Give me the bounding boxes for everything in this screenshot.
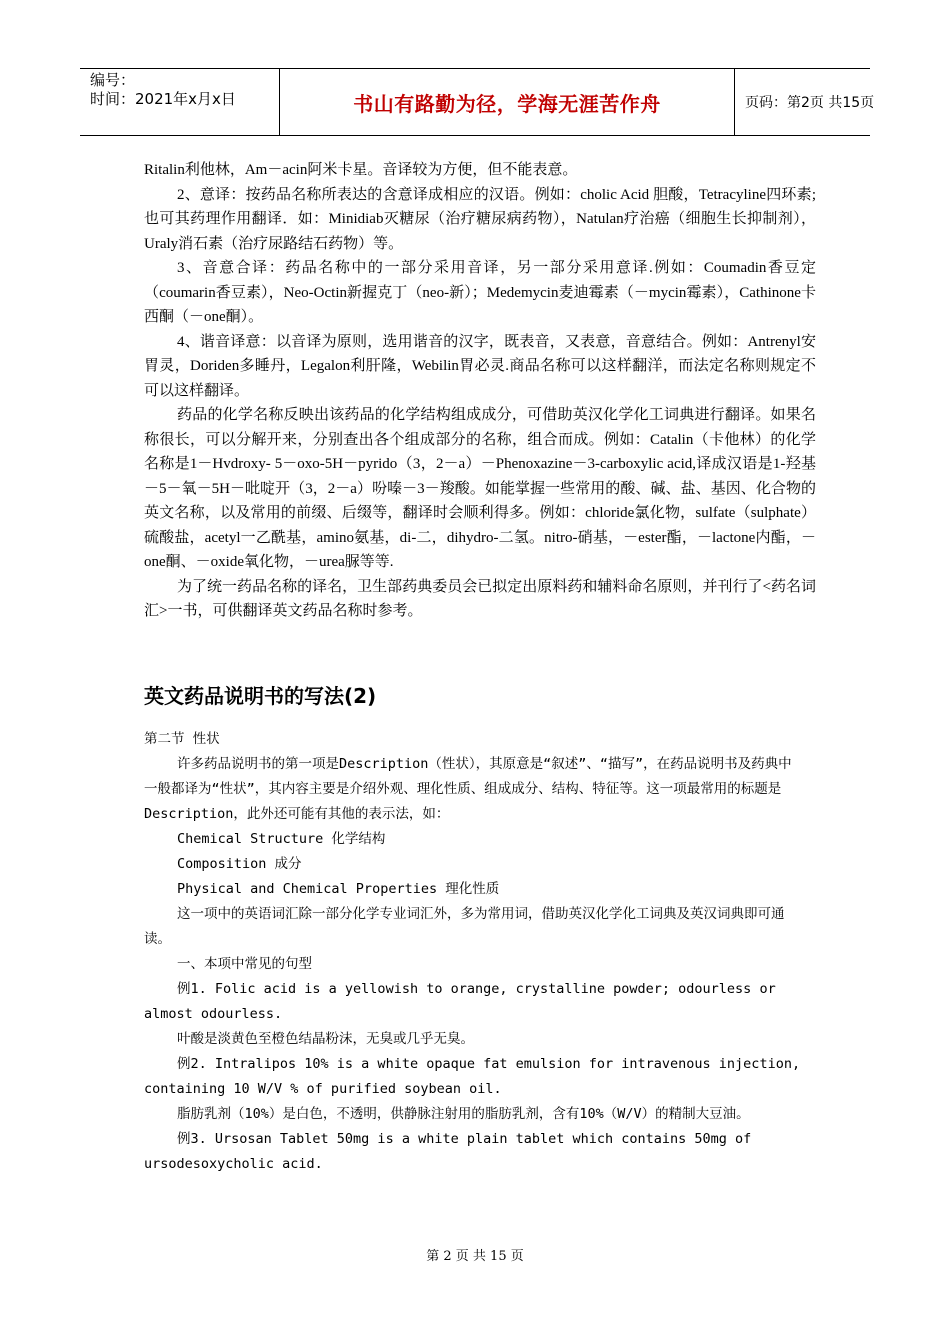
paragraph: 3、音意合译：药品名称中的一部分采用音译，另一部分采用意译.例如：Coumadin香豆定（coumarin香豆素），Neo-Octin新握克丁（neo-新）；Medemycin麦迪霉素（－mycin霉素），Cathinone卡西酮（－one酮）。	[144, 260, 816, 325]
header-motto: 书山有路勤为径，学海无涯苦作舟	[280, 69, 735, 135]
document-number-label: 编号：	[90, 71, 136, 89]
paragraph: 2、意译：按药品名称所表达的含意译成相应的汉语。例如：cholic Acid 胆酸，Tetracyline四环素;也可其药理作用翻译．如：Minidiab灭糖尿（治疗糖尿病药物），Natulan疗治癌（细胞生长抑制剂），Uraly消石素（治疗尿路结石药物）等。	[144, 186, 816, 252]
example-translation: 脂肪乳剂（10%）是白色，不透明，供静脉注射用的脂肪乳剂，含有10%（W/V）的精制大豆油。	[177, 1106, 750, 1122]
section-description	[144, 727, 804, 1177]
header-page-info: 页码：第2页 共15页	[745, 95, 875, 111]
subsection-title: 第二节 性状	[144, 731, 220, 747]
paragraph: 药品的化学名称反映出该药品的化学结构组成成分，可借助英汉化学化工词典进行翻译。如果名称很长，可以分解开来，分别查出各个组成部分的名称，组合而成。例如：Catalin（卡他林）的化学名称是1－Hvdroxy- 5－oxo-5H－pyrido（3，2－a）－Phenoxazine－3-carboxylic acid,译成汉语是1-羟基－5－氧－5H－吡啶开（3，2－a）吩嗪－3－羧酸。如能掌握一些常用的酸、碱、盐、基因、化合物的英文名称，以及常用的前缀、后缀等，翻译时会顺利得多。例如：chloride氯化物，sulfate（sulphate）硫酸盐，acetyl一乙酰基，amino氨基，di-二，dihydro-二氢。nitro-硝基，－ester酯，－lactone内酯，－one酮、－oxide氧化物，－urea脲等等.	[144, 407, 816, 570]
example-sentence: 例1. Folic acid is a yellowish to orange, crystalline powder; odourless or almost odourless.	[144, 981, 776, 1022]
example-sentence: 例2. Intralipos 10% is a white opaque fat emulsion for intravenous injection, containing 10 W/V % of purified soybean oil.	[144, 1056, 801, 1097]
list-item: Chemical Structure 化学结构	[177, 831, 386, 847]
paragraph: 这一项中的英语词汇除一部分化学专业词汇外，多为常用词，借助英汉化学化工词典及英汉词典即可通读。	[144, 906, 785, 947]
paragraph: 许多药品说明书的第一项是Description（性状），其原意是“叙述”、“描写”，在药品说明书及药典中一般都译为“性状”，其内容主要是介绍外观、理化性质、组成成分、结构、特征等。这一项最常用的标题是Description，此外还可能有其他的表示法，如：	[144, 756, 792, 822]
subsection-heading: 一、本项中常见的句型	[177, 956, 312, 972]
paragraph: 为了统一药品名称的译名，卫生部药典委员会已拟定出原料药和辅料命名原则，并刊行了<药名词汇>一书，可供翻译英文药品名称时参考。	[144, 578, 816, 619]
section-translation-methods	[144, 158, 816, 624]
paragraph: Ritalin利他林，Am－acin阿米卡星。音译较为方便，但不能表意。	[144, 162, 578, 178]
header-meta-cell	[80, 69, 280, 135]
list-item: Physical and Chemical Properties 理化性质	[177, 881, 500, 897]
page-footer: 第 2 页 共 15 页	[426, 1249, 524, 1264]
example-sentence: 例3. Ursosan Tablet 50mg is a white plain tablet which contains 50mg of ursodesoxycholic acid.	[144, 1131, 752, 1172]
example-translation: 叶酸是淡黄色至橙色结晶粉沫，无臭或几乎无臭。	[177, 1031, 474, 1047]
page-header	[80, 68, 875, 136]
section-heading: 英文药品说明书的写法(2)	[144, 684, 377, 708]
paragraph: 4、谐音译意：以音译为原则，选用谐音的汉字，既表音，又表意，音意结合。例如：Antrenyl安胃灵，Doriden多睡丹，Legalon利肝隆，Webilin胃必灵.商品名称可以这样翻洋，而法定名称则规定不可以这样翻译。	[144, 333, 816, 399]
list-item: Composition 成分	[177, 856, 302, 872]
document-time-label: 时间：2021年x月x日	[90, 90, 236, 108]
